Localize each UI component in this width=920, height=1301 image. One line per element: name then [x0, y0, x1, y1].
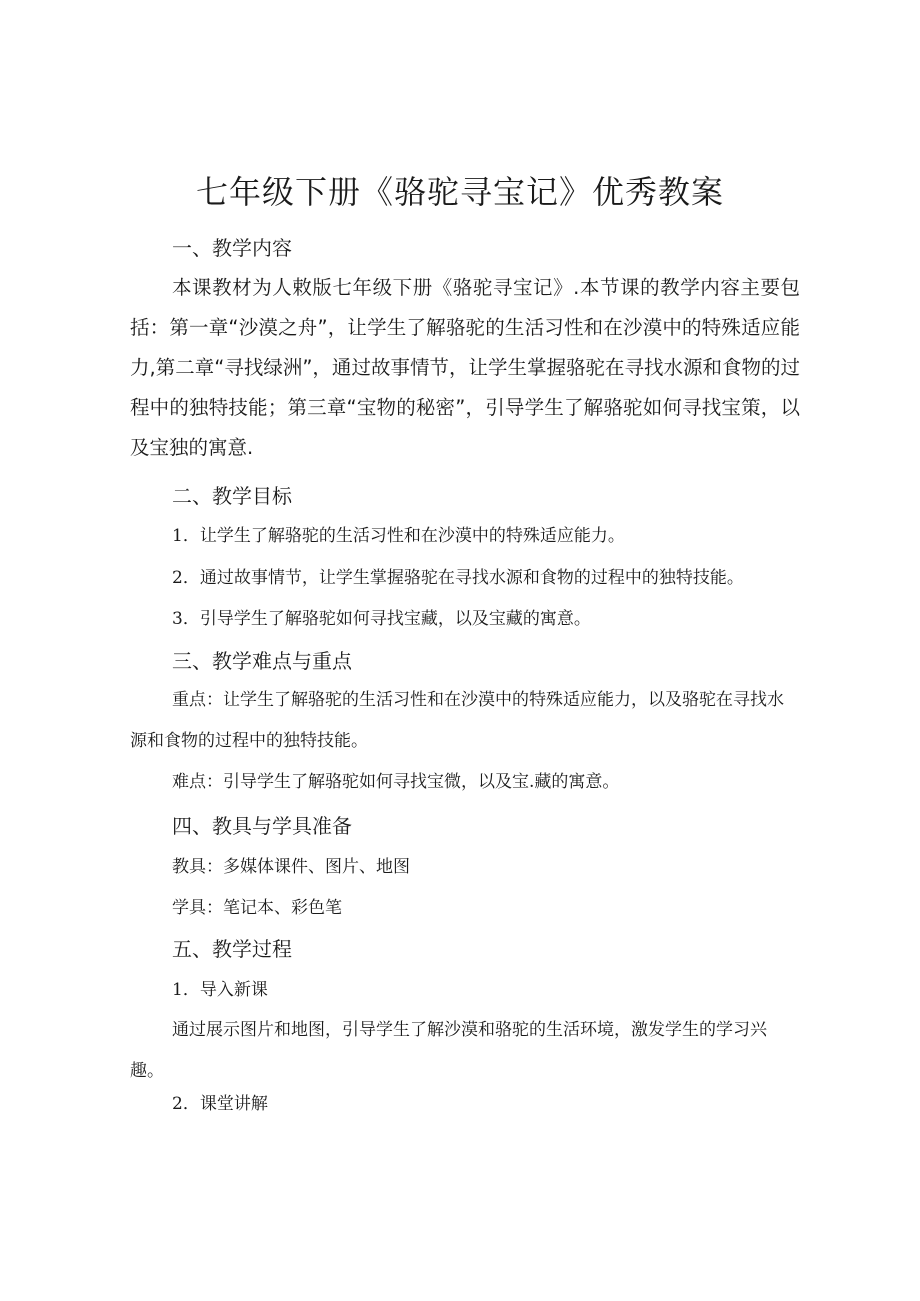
section-heading-teaching-tools: 四、教具与学具准备: [172, 814, 352, 838]
section-heading-difficulty-key: 三、教学难点与重点: [172, 649, 352, 673]
learning-aids-line: 学具：笔记本、彩色笔: [172, 898, 342, 918]
process-step-2-title: 2．课堂讲解: [172, 1094, 268, 1114]
key-point-paragraph: 重点：让学生了解骆驼的生活习性和在沙漠中的特殊适应能力，以及骆驼在寻找水源和食物的过程中的独特技能。: [130, 690, 784, 751]
process-step-1-text: 通过展示图片和地图，引导学生了解沙漠和骆驼的生活环境，激发学生的学习兴趣。: [130, 1020, 767, 1081]
teaching-content-paragraph: 本课教材为人敕版七年级下册《骆驼寻宝记》.本节课的教学内容主要包括：第一章“沙漠之舟”，让学生了解骆驼的生活习性和在沙漠中的特殊适应能力,第二章“寻找绿洲”，通过故事情节，让学生掌握骆驼在寻找水源和食物的过程中的独特技能；第三章“宝物的秘密”，引导学生了解骆驼如何寻找宝策，以及宝独的寓意.: [130, 276, 800, 459]
teaching-aids-line: 教具：多媒体课件、图片、地图: [172, 857, 410, 877]
section-heading-teaching-process: 五、教学过程: [172, 937, 292, 961]
goal-item-2: 2．通过故事情节，让学生掌握骆驼在寻找水源和食物的过程中的独特技能。: [172, 568, 744, 588]
goal-item-3: 3．引导学生了解骆驼如何寻找宝藏，以及宝藏的寓意。: [172, 609, 591, 629]
section-heading-teaching-content: 一、教学内容: [172, 236, 292, 260]
section-heading-teaching-goals: 二、教学目标: [172, 484, 292, 508]
goal-item-1: 1．让学生了解骆驼的生活习性和在沙漠中的特殊适应能力。: [172, 526, 625, 546]
difficulty-line: 难点：引导学生了解骆驼如何寻找宝微，以及宝.藏的寓意。: [172, 772, 620, 792]
document-title: 七年级下册《骆驼寻宝记》优秀教案: [195, 173, 724, 211]
process-step-1-title: 1．导入新课: [172, 980, 268, 1000]
